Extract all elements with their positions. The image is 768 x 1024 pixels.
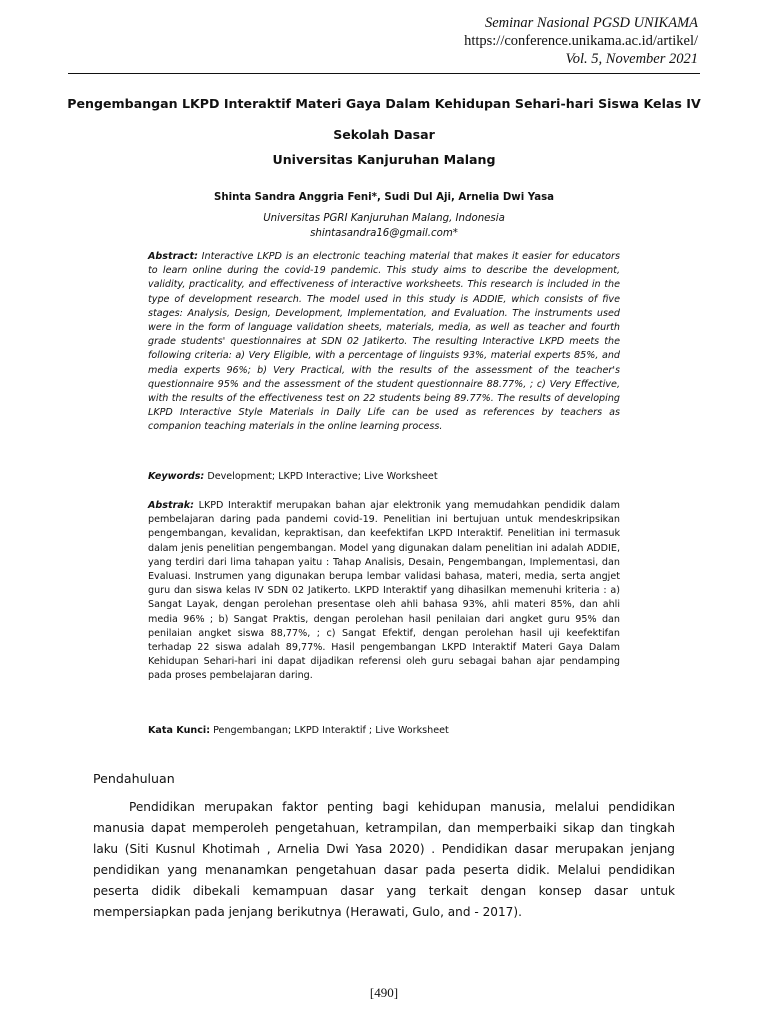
abstrak-label: Abstrak: xyxy=(148,500,195,511)
affiliation-block xyxy=(60,211,708,241)
intro-paragraph: Pendidikan merupakan faktor penting bagi kehidupan manusia, melalui pendidikan manusia dapat memperoleh pengetahuan, ketrampilan, dan memperbaiki sikap dan tingkah laku (Siti Kusnul Khotimah , Arnelia Dwi Yasa 2020) . Pendidikan dasar merupakan jenjang pendidikan yang menanamkan pengetahuan dasar pada peserta didik. Melalui pendidikan peserta didik dibekali kemampuan dasar yang terkait dengan konsep dasar untuk mempersiapkan pada jenjang berikutnya (Herawati, Gulo, and - 2017). xyxy=(93,800,675,919)
conference-url: https://conference.unikama.ac.id/artikel/ xyxy=(464,33,698,49)
abstrak-text: LKPD Interaktif merupakan bahan ajar elektronik yang memudahkan pendidik dalam pembelajaran daring pada pandemi covid-19. Penelitian ini bertujuan untuk mendeskripsikan pengembangan, kevalidan, kepraktisan, dan keefektifan LKPD Interaktif. Penelitian ini termasuk dalam jenis penelitian pengembangan. Model yang digunakan dalam penelitian ini adalah ADDIE, yang terdiri dari lima tahapan yaitu : Tahap Analisis, Desain, Pengembangan, Implementasi, dan Evaluasi. Instrumen yang digunakan berupa lembar validasi bahasa, materi, media, serta angjet guru dan siswa kelas IV SDN 02 Jatikerto. LKPD Interaktif yang dihasilkan memenuhi kriteria : a) Sangat Layak, dengan perolehan presentase oleh ahli bahasa 93%, ahli materi 85%, dan ahli media 96% ; b) Sangat Praktis, dengan perolehan hasil penilaian dari angket guru 95% dan penilaian angket siswa 88,77%, ; c) Sangat Efektif, dengan perolehan hasil uji keefektifan terhadap 22 siswa adalah 89,77%. Hasil pengembangan LKPD Interaktif Materi Gaya Dalam Kehidupan Sehari-hari ini dapat dijadikan referensi oleh guru sebagai bahan ajar pendamping pada proses pembelajaran daring. xyxy=(148,500,620,682)
running-header xyxy=(464,14,698,68)
keywords-text: Development; LKPD Interactive; Live Worksheet xyxy=(204,471,438,482)
abstract-indonesian xyxy=(148,499,620,684)
author-list: Shinta Sandra Anggria Feni*, Sudi Dul Aji, Arnelia Dwi Yasa xyxy=(213,192,555,203)
kata-kunci-text: Pengembangan; LKPD Interaktif ; Live Worksheet xyxy=(210,725,449,736)
section-heading: Pendahuluan xyxy=(93,771,175,786)
header-divider xyxy=(68,73,700,74)
abstract-text: Interactive LKPD is an electronic teaching material that makes it easier for educators to learn online during the covid-19 pandemic. This study aims to describe the development, validity, practicality, and effectiveness of interactive worksheets. This research is included in the type of development research. The model used in this study is ADDIE, which consists of five stages: Analysis, Design, Development, Implementation, and Evaluation. The instruments used were in the form of language validation sheets, materials, media, as well as teacher and fourth grade students' questionnaires at SDN 02 Jatikerto. The resulting Interactive LKPD meets the following criteria: a) Very Eligible, with a percentage of linguists 93%, material experts 85%, and media experts 96%; b) Very Practical, with the results of the assessment of the teacher's questionnaire 95% and the assessment of the student questionnaire 88.77%, ; c) Very Effective, with the results of the effectiveness test on 22 students being 89.77%. The results of developing LKPD Interactive Style Materials in Daily Life can be used as references by teachers as companion teaching materials in the online learning process. xyxy=(148,251,620,433)
volume-info: Vol. 5, November 2021 xyxy=(565,51,698,67)
abstract-english xyxy=(148,250,620,435)
keywords-indonesian xyxy=(148,725,620,736)
keywords-english xyxy=(148,471,620,482)
paper-title-line-3: Universitas Kanjuruhan Malang xyxy=(272,152,496,167)
email: shintasandra16@gmail.com* xyxy=(310,228,458,239)
keywords-label: Keywords: xyxy=(148,471,205,482)
page-number: [490] xyxy=(369,985,399,1000)
affiliation: Universitas PGRI Kanjuruhan Malang, Indonesia xyxy=(263,213,505,224)
paper-title-line-1: Pengembangan LKPD Interaktif Materi Gaya Dalam Kehidupan Sehari-hari Siswa Kelas IV xyxy=(67,96,701,111)
abstract-label: Abstract: xyxy=(148,251,198,262)
conference-name: Seminar Nasional PGSD UNIKAMA xyxy=(484,15,698,31)
paper-title-line-2: Sekolah Dasar xyxy=(333,127,435,142)
kata-kunci-label: Kata Kunci: xyxy=(148,725,211,736)
